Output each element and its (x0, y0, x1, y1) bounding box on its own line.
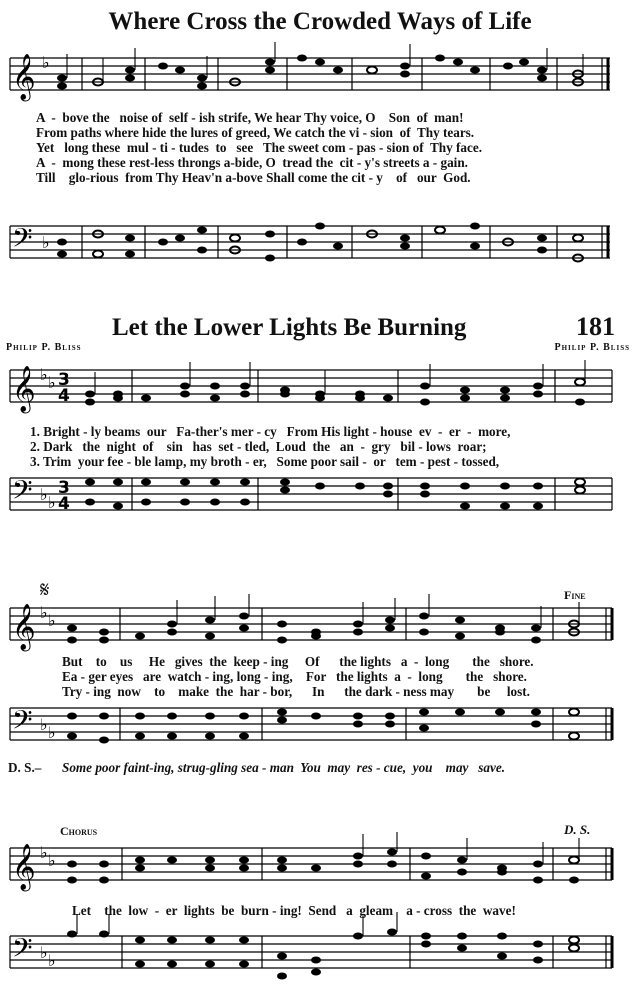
flat-icon: ♭ (48, 851, 56, 870)
flat-icon: ♭ (48, 611, 56, 630)
time-signature-top: 3 (58, 478, 70, 498)
flat-icon: ♭ (40, 603, 48, 622)
chorus-treble-notes (67, 849, 579, 884)
time-signature-top: 3 (58, 370, 70, 390)
hymn1-treble-notes (57, 55, 583, 90)
hymn-number: 181 (576, 312, 615, 341)
treble-clef-icon: 𝄞 (12, 366, 36, 412)
flat-icon: ♭ (48, 493, 56, 512)
hymn-title-1: Where Cross the Crowded Ways of Life (108, 8, 532, 35)
flat-icon: ♭ (42, 233, 50, 252)
hymn1-verse-3: Yet long these mul - ti - tudes to see The sweet com - pas - sion of Thy face. (36, 140, 483, 155)
flat-icon: ♭ (48, 373, 56, 392)
bass-clef-icon: 𝄢 (12, 704, 33, 742)
flat-icon: ♭ (40, 943, 48, 962)
hymn2-sys2-verse-1: But to us He gives the keep - ing Of the lights a - long the shore. (62, 654, 534, 669)
chorus-lyric-line: Let the low - er lights be burn - ing! Send a gleam a - cross the wave! (72, 903, 516, 918)
composer-words: Philip P. Bliss (6, 342, 82, 353)
flat-icon: ♭ (40, 715, 48, 734)
flat-icon: ♭ (40, 365, 48, 384)
hymn2-sys1-verse-3: 3. Trim your fee - ble lamp, my broth - er, Some poor sail - or tem - pest - tossed, (30, 454, 500, 469)
hymn2-sys2-treble-staff (0, 600, 640, 660)
hymn2-sys2-verse-3: Try - ing now to make the har - bor, In the dark - ness may be lost. (62, 684, 530, 699)
composer-music: Philip P. Bliss (554, 342, 630, 353)
hymn1-treble-staff (0, 48, 640, 106)
hymn1-verse-2: From paths where hide the lures of greed, We catch the vi - sion of Thy tears. (36, 125, 475, 140)
chorus-bass-staff (0, 920, 640, 984)
time-signature-bottom: 4 (58, 386, 70, 406)
bass-clef-icon: 𝄢 (12, 222, 33, 260)
hymn-title-2: Let the Lower Lights Be Burning (112, 314, 467, 341)
hymn2-sys2-bass-staff (0, 700, 640, 754)
ds-label: D. S. (564, 822, 591, 837)
bass-clef-icon: 𝄢 (12, 932, 33, 970)
fine-label: Fine (564, 588, 586, 602)
hymn2-sys1-treble-staff (0, 358, 640, 418)
hymn1-verse-5: Till glo-rious from Thy Heav'n a-bove Shall come the cit - y of our God. (36, 170, 471, 185)
hymn2-sys1-verse-2: 2. Dark the night of sin has set - tled, Loud the an - gry bil - lows roar; (30, 439, 487, 454)
hymn2-sys2-treble-notes (67, 613, 579, 644)
treble-clef-icon: 𝄞 (12, 844, 36, 890)
time-signature-bottom: 4 (58, 494, 70, 514)
segno-icon: 𝄋 (40, 578, 50, 603)
hymn2-sys2-verse-2: Ea - ger eyes are watch - ing, long - ing, For the lights a - long the shore. (62, 669, 527, 684)
flat-icon: ♭ (40, 843, 48, 862)
chorus-treble-staff (0, 836, 640, 896)
flat-icon: ♭ (48, 951, 56, 970)
chorus-label: Chorus (60, 824, 98, 838)
hymn1-verse-1: A - bove the noise of self - ish strife, We hear Thy voice, O Son of man! (36, 110, 464, 125)
treble-clef-icon: 𝄞 (12, 54, 36, 100)
flat-icon: ♭ (40, 485, 48, 504)
hymn2-sys1-verse-1: 1. Bright - ly beams our Fa-ther's mer - cy From His light - house ev - er - more, (30, 424, 511, 439)
ds-lyric-line: Some poor faint-ing, strug-gling sea - man You may res - cue, you may save. (62, 760, 506, 775)
hymn2-sys1-bass-staff (0, 470, 640, 530)
flat-icon: ♭ (48, 723, 56, 742)
flat-icon: ♭ (42, 53, 50, 72)
bass-clef-icon: 𝄢 (12, 474, 33, 512)
treble-clef-icon: 𝄞 (12, 604, 36, 650)
hymn1-bass-staff (0, 200, 640, 270)
hymn1-verse-4: A - mong these rest-less throngs a-bide, O tread the cit - y's streets a - gain. (36, 155, 468, 170)
ds-prefix: D. S.– (8, 760, 42, 775)
hymn2-sys2-bass-notes (67, 709, 579, 744)
